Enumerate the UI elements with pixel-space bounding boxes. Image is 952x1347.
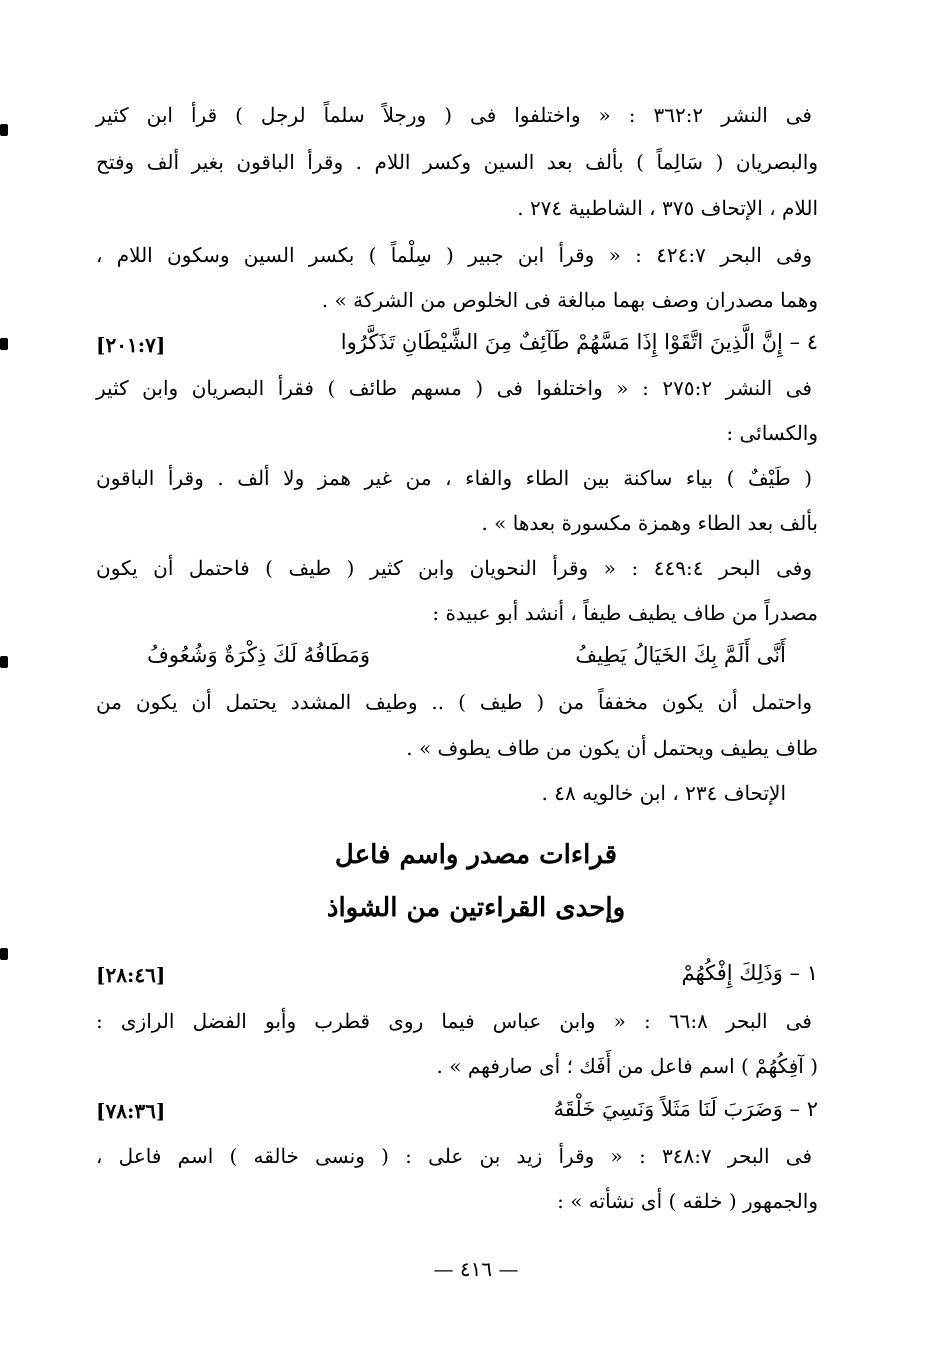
text-line: فى البحر ٣٤٨:٧ : « وقرأ زيد بن على : ( ونسى خالقه ) اسم فاعل ، <box>96 1144 812 1168</box>
text-line: والكسائى : <box>726 421 818 445</box>
page-number: — ٤١٦ — <box>433 1257 519 1281</box>
section-heading-line-2: وإحدى القراءتين من الشواذ <box>326 893 626 923</box>
text-line: فى البحر ٦٦:٨ : « وابن عباس فيما روى قطرب وأبو الفضل الرازى : <box>96 1009 812 1033</box>
text-line: واحتمل أن يكون مخففاً من ( طيف ) .. وطيف المشدد يحتمل أن يكون من <box>96 690 812 714</box>
text-line: ( طَيْفٌ ) بياء ساكنة بين الطاء والفاء ، من غير همز ولا ألف . وقرأ الباقون <box>96 466 812 490</box>
text-line: بألف بعد الطاء وهمزة مكسورة بعدها » . <box>481 511 818 535</box>
text-line: والجمهور ( خلقه ) أى نشأته » : <box>557 1189 818 1213</box>
verse-reference: [٢٨:٤٦] <box>96 963 166 987</box>
verse-quote: ١ – وَذَلِكَ إِفْكُهُمْ <box>681 961 818 985</box>
poem-second-hemistich: وَمَطَافُهُ لَكَ ذِكْرَةٌ وَشُعُوفُ <box>147 643 370 667</box>
verse-reference: [٧٨:٣٦] <box>96 1099 166 1123</box>
text-line: فى النشر ٣٦٢:٢ : « واختلفوا فى ( ورجلاً سلماً لرجل ) قرأ ابن كثير <box>96 103 812 127</box>
text-line: مصدراً من طاف يطيف طيفاً ، أنشد أبو عبيدة : <box>432 601 818 625</box>
section-heading-line-1: قراءات مصدر واسم فاعل <box>334 840 618 870</box>
text-line: وهما مصدران وصف بهما مبالغة فى الخلوص من الشركة » . <box>321 288 818 312</box>
margin-mark <box>0 338 8 350</box>
text-line: والبصريان ( سَالِماً ) بألف بعد السين وكسر اللام . وقرأ الباقون بغير ألف وفتح <box>96 150 818 174</box>
text-line: اللام ، الإتحاف ٣٧٥ ، الشاطبية ٢٧٤ . <box>517 196 818 220</box>
margin-mark <box>0 948 8 960</box>
text-line: ( آفِكُهُمْ ) اسم فاعل من أَفَك ؛ أى صارفهم » . <box>436 1054 818 1078</box>
text-line: فى النشر ٢٧٥:٢ : « واختلفوا فى ( مسهم طائف ) فقرأ البصريان وابن كثير <box>96 376 812 400</box>
text-line: الإتحاف ٢٣٤ ، ابن خالويه ٤٨ . <box>541 781 786 805</box>
text-line: وفى البحر ٤٤٩:٤ : « وقرأ النحويان وابن كثير ( طيف ) فاحتمل أن يكون <box>96 556 812 580</box>
verse-quote: ٢ – وَضَرَبَ لَنَا مَثَلاً وَنَسِيَ خَلْقَهُ <box>553 1097 818 1121</box>
text-line: وفى البحر ٤٢٤:٧ : « وقرأ ابن جبير ( سِلْماً ) بكسر السين وسكون اللام ، <box>96 243 813 267</box>
verse-quote: ٤ – إِنَّ الَّذِينَ اتَّقَوْا إِذَا مَسَّهُمْ طَآئِفٌ مِنَ الشَّيْطَانِ تَذَكَّرُوا <box>340 330 818 354</box>
text-line: طاف يطيف ويحتمل أن يكون من طاف يطوف » . <box>406 736 818 760</box>
margin-mark <box>0 124 8 136</box>
margin-mark <box>0 656 8 668</box>
poem-first-hemistich: أَنَّى أَلَمَّ بِكَ الخَيَالُ يَطِيفُ <box>575 643 786 667</box>
verse-reference: [٢٠١:٧] <box>96 333 166 357</box>
